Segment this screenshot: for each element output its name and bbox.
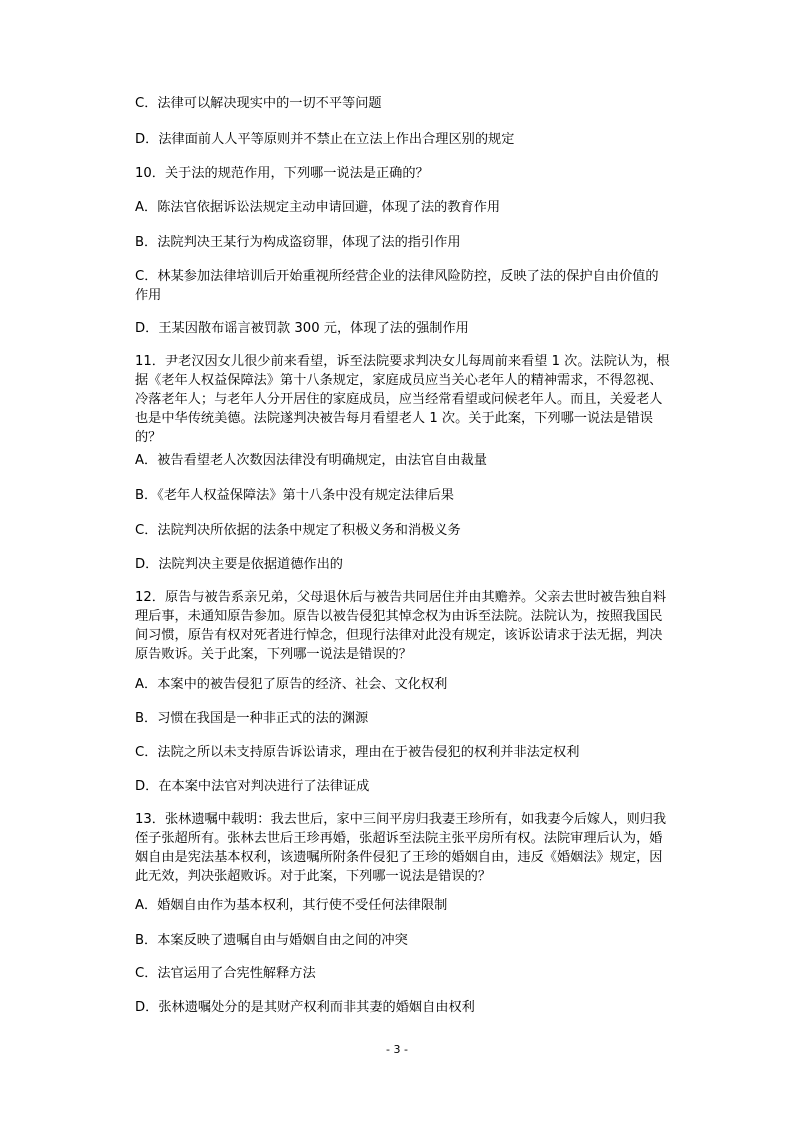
option-12b: B．习惯在我国是一种非正式的法的渊源 [135, 711, 369, 726]
option-13a: A．婚姻自由作为基本权利，其行使不受任何法律限制 [135, 898, 448, 913]
option-13d: D．张林遗嘱处分的是其财产权利而非其妻的婚姻自由权利 [135, 1000, 475, 1015]
question-10: 10．关于法的规范作用，下列哪一说法是正确的？ [135, 166, 429, 181]
option-10a: A．陈法官依据诉讼法规定主动申请回避，体现了法的教育作用 [135, 200, 501, 215]
option-13b: B．本案反映了遗嘱自由与婚姻自由之间的冲突 [135, 933, 408, 948]
option-10b: B．法院判决王某行为构成盗窃罪，体现了法的指引作用 [135, 235, 461, 250]
option-12a: A．本案中的被告侵犯了原告的经济、社会、文化权利 [135, 677, 448, 692]
option-12d: D．在本案中法官对判决进行了法律证成 [135, 779, 370, 794]
option-11b: B．《老年人权益保障法》第十八条中没有规定法律后果 [135, 488, 454, 503]
question-12: 12．原告与被告系亲兄弟，父母退休后与被告共同居住并由其赡养。父亲去世时被告独自料理后事，未通知原告参加。原告以被告侵犯其悼念权为由诉至法院。法院认为，按照我国民间习惯，原告有权对死者进行悼念，但现行法律对此没有规定，该诉讼请求于法无据，判决原告败诉。关于此案，下列哪一说法是错误的？ [135, 590, 667, 662]
option-9d: D．法律面前人人平等原则并不禁止在立法上作出合理区别的规定 [135, 132, 515, 147]
option-11a: A．被告看望老人次数因法律没有明确规定，由法官自由裁量 [135, 453, 487, 468]
option-9c: C．法律可以解决现实中的一切不平等问题 [135, 96, 382, 111]
option-13c: C．法官运用了合宪性解释方法 [135, 966, 316, 981]
question-13: 13．张林遗嘱中载明：我去世后，家中三间平房归我妻王珍所有，如我妻今后嫁人，则归我侄子张超所有。张林去世后王珍再婚，张超诉至法院主张平房所有权。法院审理后认为，婚姻自由是宪法基本权利，该遗嘱所附条件侵犯了王珍的婚姻自由，违反《婚姻法》规定，因此无效，判决张超败诉。对于此案，下列哪一说法是错误的？ [135, 812, 667, 884]
option-10c: C．林某参加法律培训后开始重视所经营企业的法律风险防控，反映了法的保护自由价值的作用 [135, 269, 659, 303]
option-10d: D．王某因散布谣言被罚款 300 元，体现了法的强制作用 [135, 321, 469, 336]
question-11: 11．尹老汉因女儿很少前来看望，诉至法院要求判决女儿每周前来看望 1 次。法院认为，根据《老年人权益保障法》第十八条规定，家庭成员应当关心老年人的精神需求，不得忽视、冷落老年人；与老年人分开居住的家庭成员，应当经常看望或问候老年人。而且，关爱老人也是中华传统美德。法院遂判决被告每月看望老人 1 次。关于此案，下列哪一说法是错误的？ [135, 354, 670, 445]
option-11d: D．法院判决主要是依据道德作出的 [135, 557, 343, 572]
option-12c: C．法院之所以未支持原告诉讼请求，理由在于被告侵犯的权利并非法定权利 [135, 745, 580, 760]
page-number: - 3 - [386, 1043, 408, 1056]
option-11c: C．法院判决所依据的法条中规定了积极义务和消极义务 [135, 523, 461, 538]
